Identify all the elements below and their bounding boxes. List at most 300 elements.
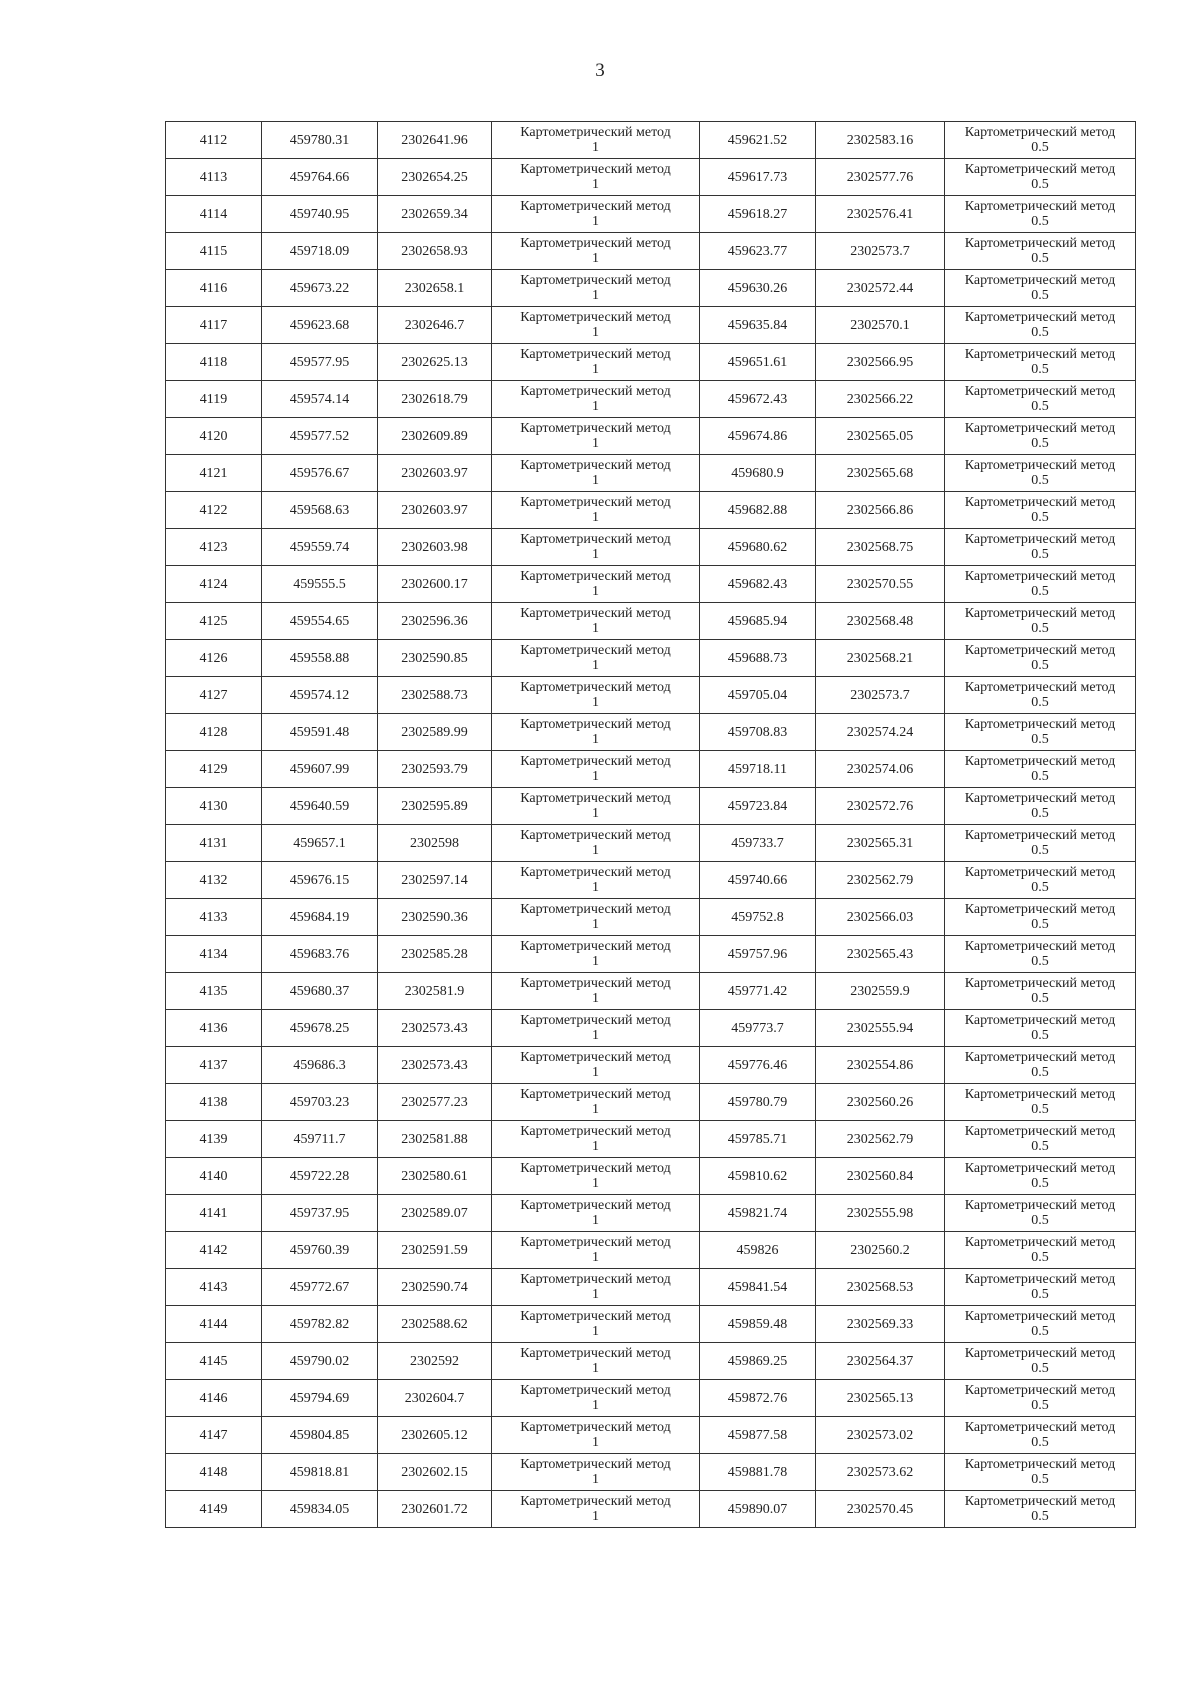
- table-row: [166, 344, 1136, 381]
- point-number-cell: 4127: [166, 677, 262, 714]
- y-coordinate-2-cell: 2302562.79: [816, 1121, 945, 1158]
- point-number-cell: 4120: [166, 418, 262, 455]
- method-precision: 1: [592, 621, 599, 636]
- method-cell: [492, 603, 700, 640]
- x-coordinate-cell: 459718.09: [262, 233, 378, 270]
- y-coordinate-2-cell: 2302573.7: [816, 233, 945, 270]
- point-number-cell: 4135: [166, 973, 262, 1010]
- x-coordinate-cell: 459722.28: [262, 1158, 378, 1195]
- y-coordinate-2-cell: 2302565.05: [816, 418, 945, 455]
- x-coordinate-cell: 459711.7: [262, 1121, 378, 1158]
- method-label: Картометрический метод: [520, 680, 671, 695]
- method-precision: 0.5: [1031, 140, 1049, 155]
- method-2-cell: [945, 1158, 1136, 1195]
- method-label: Картометрический метод: [964, 1272, 1116, 1287]
- method-2-cell: [945, 492, 1136, 529]
- y-coordinate-cell: 2302654.25: [378, 159, 492, 196]
- point-number-cell: 4133: [166, 899, 262, 936]
- x-coordinate-2-cell: 459740.66: [700, 862, 816, 899]
- table-row: [166, 788, 1136, 825]
- method-label: Картометрический метод: [520, 125, 671, 140]
- method-label: Картометрический метод: [520, 717, 671, 732]
- y-coordinate-2-cell: 2302555.94: [816, 1010, 945, 1047]
- method-label: Картометрический метод: [964, 1457, 1116, 1472]
- method-precision: 0.5: [1031, 473, 1049, 488]
- y-coordinate-2-cell: 2302583.16: [816, 122, 945, 159]
- method-precision: 1: [592, 214, 599, 229]
- y-coordinate-cell: 2302609.89: [378, 418, 492, 455]
- method-2-cell: [945, 973, 1136, 1010]
- method-label: Картометрический метод: [964, 236, 1116, 251]
- method-cell: [492, 751, 700, 788]
- x-coordinate-cell: 459834.05: [262, 1491, 378, 1528]
- x-coordinate-cell: 459577.95: [262, 344, 378, 381]
- method-label: Картометрический метод: [964, 384, 1116, 399]
- point-number-cell: 4141: [166, 1195, 262, 1232]
- x-coordinate-2-cell: 459672.43: [700, 381, 816, 418]
- method-label: Картометрический метод: [964, 1087, 1116, 1102]
- method-label: Картометрический метод: [520, 1198, 671, 1213]
- y-coordinate-2-cell: 2302560.2: [816, 1232, 945, 1269]
- method-label: Картометрический метод: [964, 680, 1116, 695]
- method-precision: 0.5: [1031, 399, 1049, 414]
- method-label: Картометрический метод: [520, 1494, 671, 1509]
- method-2-cell: [945, 899, 1136, 936]
- y-coordinate-cell: 2302600.17: [378, 566, 492, 603]
- x-coordinate-2-cell: 459877.58: [700, 1417, 816, 1454]
- y-coordinate-2-cell: 2302568.53: [816, 1269, 945, 1306]
- method-cell: [492, 1491, 700, 1528]
- x-coordinate-cell: 459607.99: [262, 751, 378, 788]
- point-number-cell: 4122: [166, 492, 262, 529]
- method-precision: 1: [592, 991, 599, 1006]
- method-label: Картометрический метод: [520, 236, 671, 251]
- x-coordinate-2-cell: 459682.88: [700, 492, 816, 529]
- point-number-cell: 4116: [166, 270, 262, 307]
- x-coordinate-cell: 459740.95: [262, 196, 378, 233]
- method-cell: [492, 492, 700, 529]
- x-coordinate-cell: 459673.22: [262, 270, 378, 307]
- method-label: Картометрический метод: [964, 1309, 1116, 1324]
- x-coordinate-2-cell: 459708.83: [700, 714, 816, 751]
- table-row: [166, 862, 1136, 899]
- x-coordinate-cell: 459760.39: [262, 1232, 378, 1269]
- method-precision: 1: [592, 1398, 599, 1413]
- method-cell: [492, 1454, 700, 1491]
- point-number-cell: 4115: [166, 233, 262, 270]
- method-2-cell: [945, 381, 1136, 418]
- method-precision: 1: [592, 325, 599, 340]
- y-coordinate-2-cell: 2302565.31: [816, 825, 945, 862]
- point-number-cell: 4132: [166, 862, 262, 899]
- method-label: Картометрический метод: [520, 458, 671, 473]
- y-coordinate-2-cell: 2302554.86: [816, 1047, 945, 1084]
- method-2-cell: [945, 196, 1136, 233]
- y-coordinate-2-cell: 2302564.37: [816, 1343, 945, 1380]
- method-2-cell: [945, 159, 1136, 196]
- point-number-cell: 4143: [166, 1269, 262, 1306]
- method-precision: 1: [592, 584, 599, 599]
- x-coordinate-2-cell: 459630.26: [700, 270, 816, 307]
- x-coordinate-cell: 459804.85: [262, 1417, 378, 1454]
- method-cell: [492, 418, 700, 455]
- method-precision: 0.5: [1031, 1176, 1049, 1191]
- x-coordinate-cell: 459818.81: [262, 1454, 378, 1491]
- method-2-cell: [945, 1306, 1136, 1343]
- x-coordinate-2-cell: 459680.62: [700, 529, 816, 566]
- method-precision: 0.5: [1031, 1509, 1049, 1524]
- x-coordinate-2-cell: 459752.8: [700, 899, 816, 936]
- x-coordinate-cell: 459676.15: [262, 862, 378, 899]
- method-2-cell: [945, 529, 1136, 566]
- y-coordinate-cell: 2302597.14: [378, 862, 492, 899]
- y-coordinate-cell: 2302658.1: [378, 270, 492, 307]
- y-coordinate-cell: 2302590.85: [378, 640, 492, 677]
- method-2-cell: [945, 1343, 1136, 1380]
- y-coordinate-cell: 2302658.93: [378, 233, 492, 270]
- table-row: [166, 492, 1136, 529]
- method-label: Картометрический метод: [964, 532, 1116, 547]
- method-2-cell: [945, 825, 1136, 862]
- x-coordinate-2-cell: 459618.27: [700, 196, 816, 233]
- method-precision: 1: [592, 658, 599, 673]
- method-label: Картометрический метод: [964, 1050, 1116, 1065]
- y-coordinate-2-cell: 2302573.7: [816, 677, 945, 714]
- method-label: Картометрический метод: [964, 902, 1116, 917]
- method-2-cell: [945, 1084, 1136, 1121]
- y-coordinate-2-cell: 2302577.76: [816, 159, 945, 196]
- table-row: [166, 936, 1136, 973]
- method-2-cell: [945, 344, 1136, 381]
- point-number-cell: 4147: [166, 1417, 262, 1454]
- method-label: Картометрический метод: [964, 273, 1116, 288]
- x-coordinate-cell: 459686.3: [262, 1047, 378, 1084]
- x-coordinate-cell: 459591.48: [262, 714, 378, 751]
- x-coordinate-2-cell: 459869.25: [700, 1343, 816, 1380]
- method-label: Картометрический метод: [520, 569, 671, 584]
- method-label: Картометрический метод: [964, 754, 1116, 769]
- point-number-cell: 4146: [166, 1380, 262, 1417]
- method-cell: [492, 1269, 700, 1306]
- method-2-cell: [945, 418, 1136, 455]
- x-coordinate-2-cell: 459810.62: [700, 1158, 816, 1195]
- method-label: Картометрический метод: [520, 939, 671, 954]
- method-cell: [492, 307, 700, 344]
- method-precision: 1: [592, 954, 599, 969]
- x-coordinate-2-cell: 459688.73: [700, 640, 816, 677]
- point-number-cell: 4119: [166, 381, 262, 418]
- method-precision: 0.5: [1031, 1102, 1049, 1117]
- method-2-cell: [945, 233, 1136, 270]
- table-row: [166, 825, 1136, 862]
- method-precision: 0.5: [1031, 1287, 1049, 1302]
- x-coordinate-2-cell: 459651.61: [700, 344, 816, 381]
- method-cell: [492, 566, 700, 603]
- method-label: Картометрический метод: [964, 125, 1116, 140]
- table-row: [166, 1232, 1136, 1269]
- y-coordinate-2-cell: 2302566.03: [816, 899, 945, 936]
- method-cell: [492, 1417, 700, 1454]
- method-cell: [492, 1084, 700, 1121]
- y-coordinate-cell: 2302588.73: [378, 677, 492, 714]
- method-cell: [492, 973, 700, 1010]
- x-coordinate-cell: 459554.65: [262, 603, 378, 640]
- method-precision: 1: [592, 399, 599, 414]
- y-coordinate-cell: 2302581.9: [378, 973, 492, 1010]
- y-coordinate-2-cell: 2302569.33: [816, 1306, 945, 1343]
- method-precision: 1: [592, 880, 599, 895]
- method-label: Картометрический метод: [520, 643, 671, 658]
- method-precision: 1: [592, 140, 599, 155]
- method-label: Картометрический метод: [964, 606, 1116, 621]
- y-coordinate-2-cell: 2302568.75: [816, 529, 945, 566]
- table-row: [166, 1084, 1136, 1121]
- method-label: Картометрический метод: [520, 1124, 671, 1139]
- y-coordinate-cell: 2302604.7: [378, 1380, 492, 1417]
- method-2-cell: [945, 714, 1136, 751]
- x-coordinate-2-cell: 459771.42: [700, 973, 816, 1010]
- method-cell: [492, 270, 700, 307]
- y-coordinate-cell: 2302573.43: [378, 1047, 492, 1084]
- method-precision: 0.5: [1031, 695, 1049, 710]
- method-precision: 0.5: [1031, 1250, 1049, 1265]
- x-coordinate-2-cell: 459723.84: [700, 788, 816, 825]
- x-coordinate-2-cell: 459705.04: [700, 677, 816, 714]
- x-coordinate-2-cell: 459718.11: [700, 751, 816, 788]
- method-precision: 0.5: [1031, 954, 1049, 969]
- point-number-cell: 4112: [166, 122, 262, 159]
- method-label: Картометрический метод: [520, 421, 671, 436]
- method-2-cell: [945, 1269, 1136, 1306]
- point-number-cell: 4149: [166, 1491, 262, 1528]
- method-precision: 0.5: [1031, 732, 1049, 747]
- y-coordinate-2-cell: 2302565.43: [816, 936, 945, 973]
- method-precision: 1: [592, 1287, 599, 1302]
- method-precision: 1: [592, 769, 599, 784]
- y-coordinate-2-cell: 2302573.62: [816, 1454, 945, 1491]
- x-coordinate-2-cell: 459890.07: [700, 1491, 816, 1528]
- table-row: [166, 455, 1136, 492]
- y-coordinate-cell: 2302589.07: [378, 1195, 492, 1232]
- method-label: Картометрический метод: [520, 495, 671, 510]
- table-row: [166, 1195, 1136, 1232]
- point-number-cell: 4148: [166, 1454, 262, 1491]
- x-coordinate-2-cell: 459872.76: [700, 1380, 816, 1417]
- point-number-cell: 4124: [166, 566, 262, 603]
- method-label: Картометрический метод: [964, 199, 1116, 214]
- method-cell: [492, 899, 700, 936]
- table-row: [166, 640, 1136, 677]
- x-coordinate-cell: 459678.25: [262, 1010, 378, 1047]
- y-coordinate-2-cell: 2302568.48: [816, 603, 945, 640]
- method-cell: [492, 455, 700, 492]
- method-cell: [492, 1380, 700, 1417]
- method-precision: 1: [592, 1213, 599, 1228]
- method-label: Картометрический метод: [964, 495, 1116, 510]
- method-label: Картометрический метод: [964, 1494, 1116, 1509]
- x-coordinate-2-cell: 459841.54: [700, 1269, 816, 1306]
- method-label: Картометрический метод: [964, 1235, 1116, 1250]
- x-coordinate-cell: 459764.66: [262, 159, 378, 196]
- method-label: Картометрический метод: [964, 828, 1116, 843]
- method-label: Картометрический метод: [964, 569, 1116, 584]
- x-coordinate-cell: 459680.37: [262, 973, 378, 1010]
- y-coordinate-2-cell: 2302566.86: [816, 492, 945, 529]
- method-label: Картометрический метод: [520, 1272, 671, 1287]
- y-coordinate-2-cell: 2302572.44: [816, 270, 945, 307]
- method-cell: [492, 1232, 700, 1269]
- method-2-cell: [945, 788, 1136, 825]
- method-cell: [492, 122, 700, 159]
- x-coordinate-cell: 459780.31: [262, 122, 378, 159]
- x-coordinate-2-cell: 459757.96: [700, 936, 816, 973]
- table-row: [166, 1491, 1136, 1528]
- x-coordinate-2-cell: 459821.74: [700, 1195, 816, 1232]
- y-coordinate-cell: 2302581.88: [378, 1121, 492, 1158]
- method-precision: 0.5: [1031, 1472, 1049, 1487]
- x-coordinate-cell: 459577.52: [262, 418, 378, 455]
- x-coordinate-cell: 459794.69: [262, 1380, 378, 1417]
- y-coordinate-cell: 2302588.62: [378, 1306, 492, 1343]
- method-label: Картометрический метод: [520, 1309, 671, 1324]
- x-coordinate-2-cell: 459621.52: [700, 122, 816, 159]
- method-label: Картометрический метод: [964, 1161, 1116, 1176]
- method-label: Картометрический метод: [964, 310, 1116, 325]
- point-number-cell: 4140: [166, 1158, 262, 1195]
- method-precision: 0.5: [1031, 1213, 1049, 1228]
- method-label: Картометрический метод: [520, 1420, 671, 1435]
- method-label: Картометрический метод: [520, 1050, 671, 1065]
- method-2-cell: [945, 566, 1136, 603]
- method-precision: 0.5: [1031, 917, 1049, 932]
- point-number-cell: 4136: [166, 1010, 262, 1047]
- method-label: Картометрический метод: [520, 1087, 671, 1102]
- point-number-cell: 4134: [166, 936, 262, 973]
- y-coordinate-2-cell: 2302562.79: [816, 862, 945, 899]
- x-coordinate-cell: 459568.63: [262, 492, 378, 529]
- method-precision: 1: [592, 1028, 599, 1043]
- method-label: Картометрический метод: [520, 162, 671, 177]
- method-label: Картометрический метод: [520, 865, 671, 880]
- method-label: Картометрический метод: [964, 1383, 1116, 1398]
- method-precision: 0.5: [1031, 214, 1049, 229]
- method-2-cell: [945, 307, 1136, 344]
- method-cell: [492, 196, 700, 233]
- x-coordinate-2-cell: 459776.46: [700, 1047, 816, 1084]
- x-coordinate-2-cell: 459773.7: [700, 1010, 816, 1047]
- method-label: Картометрический метод: [964, 1198, 1116, 1213]
- x-coordinate-cell: 459640.59: [262, 788, 378, 825]
- x-coordinate-2-cell: 459674.86: [700, 418, 816, 455]
- y-coordinate-2-cell: 2302565.68: [816, 455, 945, 492]
- method-label: Картометрический метод: [520, 754, 671, 769]
- x-coordinate-2-cell: 459623.77: [700, 233, 816, 270]
- y-coordinate-cell: 2302590.36: [378, 899, 492, 936]
- method-cell: [492, 677, 700, 714]
- table-row: [166, 233, 1136, 270]
- method-precision: 1: [592, 917, 599, 932]
- method-precision: 1: [592, 436, 599, 451]
- method-precision: 1: [592, 1324, 599, 1339]
- table-row: [166, 1380, 1136, 1417]
- table-row: [166, 677, 1136, 714]
- x-coordinate-cell: 459782.82: [262, 1306, 378, 1343]
- method-precision: 1: [592, 1435, 599, 1450]
- method-label: Картометрический метод: [964, 1013, 1116, 1028]
- x-coordinate-2-cell: 459780.79: [700, 1084, 816, 1121]
- method-label: Картометрический метод: [964, 347, 1116, 362]
- y-coordinate-cell: 2302591.59: [378, 1232, 492, 1269]
- point-number-cell: 4126: [166, 640, 262, 677]
- y-coordinate-cell: 2302595.89: [378, 788, 492, 825]
- x-coordinate-cell: 459555.5: [262, 566, 378, 603]
- method-precision: 0.5: [1031, 806, 1049, 821]
- method-precision: 0.5: [1031, 251, 1049, 266]
- point-number-cell: 4129: [166, 751, 262, 788]
- table-row: [166, 196, 1136, 233]
- table-row: [166, 1047, 1136, 1084]
- point-number-cell: 4142: [166, 1232, 262, 1269]
- method-precision: 0.5: [1031, 362, 1049, 377]
- y-coordinate-cell: 2302590.74: [378, 1269, 492, 1306]
- method-label: Картометрический метод: [520, 199, 671, 214]
- coordinates-table: [165, 121, 1136, 1528]
- y-coordinate-cell: 2302573.43: [378, 1010, 492, 1047]
- table-row: [166, 307, 1136, 344]
- method-precision: 0.5: [1031, 769, 1049, 784]
- method-cell: [492, 1047, 700, 1084]
- point-number-cell: 4138: [166, 1084, 262, 1121]
- table-row: [166, 714, 1136, 751]
- x-coordinate-cell: 459683.76: [262, 936, 378, 973]
- method-label: Картометрический метод: [964, 421, 1116, 436]
- y-coordinate-cell: 2302598: [378, 825, 492, 862]
- point-number-cell: 4118: [166, 344, 262, 381]
- table-row: [166, 122, 1136, 159]
- method-label: Картометрический метод: [520, 532, 671, 547]
- method-precision: 1: [592, 547, 599, 562]
- x-coordinate-2-cell: 459635.84: [700, 307, 816, 344]
- y-coordinate-2-cell: 2302570.45: [816, 1491, 945, 1528]
- method-2-cell: [945, 677, 1136, 714]
- table-row: [166, 381, 1136, 418]
- method-2-cell: [945, 936, 1136, 973]
- method-precision: 0.5: [1031, 1361, 1049, 1376]
- point-number-cell: 4113: [166, 159, 262, 196]
- point-number-cell: 4114: [166, 196, 262, 233]
- method-precision: 0.5: [1031, 1398, 1049, 1413]
- method-precision: 1: [592, 1065, 599, 1080]
- method-cell: [492, 825, 700, 862]
- method-precision: 0.5: [1031, 584, 1049, 599]
- y-coordinate-cell: 2302596.36: [378, 603, 492, 640]
- method-label: Картометрический метод: [520, 606, 671, 621]
- x-coordinate-cell: 459576.67: [262, 455, 378, 492]
- method-precision: 1: [592, 177, 599, 192]
- table-body: [166, 122, 1136, 1528]
- point-number-cell: 4131: [166, 825, 262, 862]
- method-precision: 1: [592, 843, 599, 858]
- method-label: Картометрический метод: [520, 1161, 671, 1176]
- table-row: [166, 973, 1136, 1010]
- y-coordinate-2-cell: 2302566.95: [816, 344, 945, 381]
- y-coordinate-2-cell: 2302574.24: [816, 714, 945, 751]
- method-2-cell: [945, 1121, 1136, 1158]
- method-precision: 1: [592, 510, 599, 525]
- x-coordinate-cell: 459772.67: [262, 1269, 378, 1306]
- method-2-cell: [945, 1491, 1136, 1528]
- point-number-cell: 4139: [166, 1121, 262, 1158]
